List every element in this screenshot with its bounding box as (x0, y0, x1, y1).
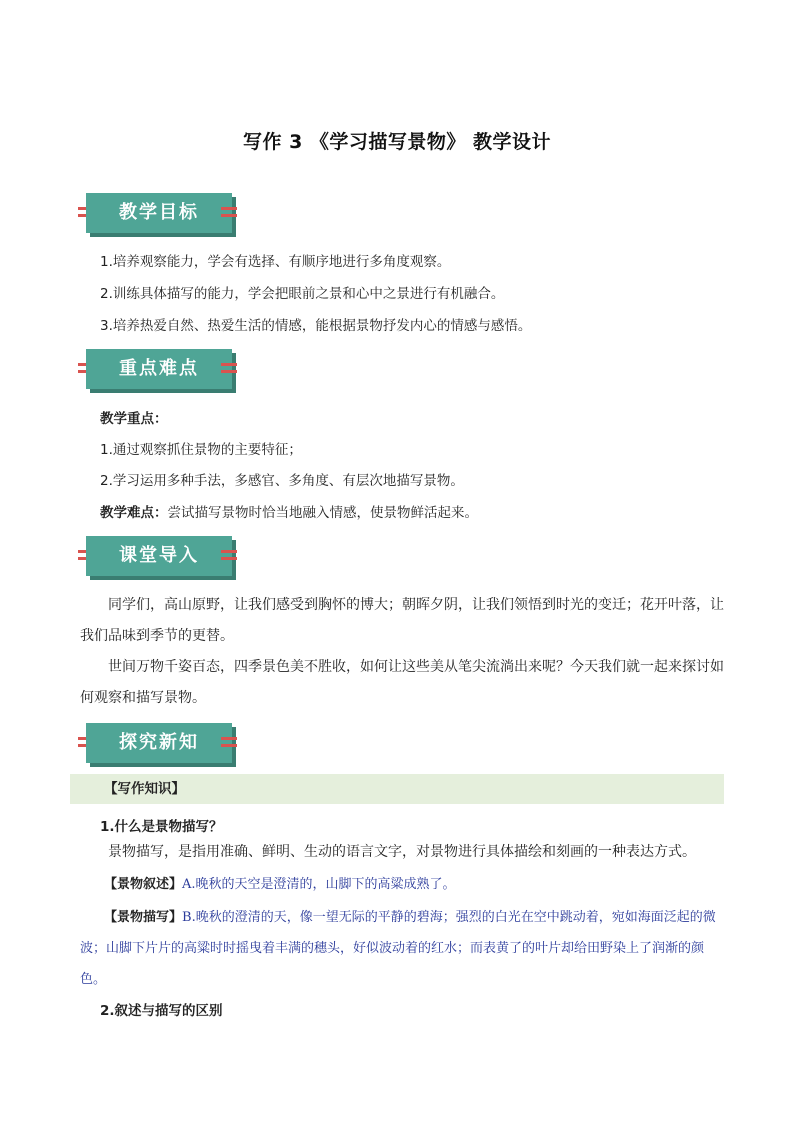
intro-paragraph-2: 世间万物千姿百态，四季景色美不胜收，如何让这些美从笔尖流淌出来呢？今天我们就一起来探讨如何观察和描写景物。 (80, 659, 724, 706)
knowledge-bar-label: 【写作知识】 (104, 781, 185, 797)
narration-label: 【景物叙述】 (104, 877, 183, 892)
goal-item: 2.训练具体描写的能力，学会把眼前之景和心中之景进行有机融合。 (100, 286, 505, 302)
dash-right-icon (221, 735, 237, 749)
narration-text: A.晚秋的天空是澄清的，山脚下的高粱成熟了。 (182, 877, 456, 892)
section-badge-goals: 教学目标 (86, 193, 232, 233)
description-example (80, 902, 724, 995)
focus-item: 2.学习运用多种手法，多感官、多角度、有层次地描写景物。 (100, 473, 464, 489)
description-label: 【景物描写】 (104, 910, 183, 925)
focus-item: 1.通过观察抓住景物的主要特征； (100, 442, 302, 458)
focus-label: 教学重点： (100, 411, 168, 427)
difficulty-text: 尝试描写景物时恰当地融入情感，使景物鲜活起来。 (167, 505, 478, 521)
goal-item: 1.培养观察能力，学会有选择、有顺序地进行多角度观察。 (100, 254, 451, 270)
description-text: B.晚秋的澄清的天，像一望无际的平静的碧海；强烈的白光在空中跳动着，宛如海面泛起的微波；山脚下片片的高粱时时摇曳着丰满的穗头，好似波动着的红水；而表黄了的叶片却给田野染上了润渐的颜色。 (80, 910, 716, 987)
dash-right-icon (221, 205, 237, 219)
goal-item: 3.培养热爱自然、热爱生活的情感，能根据景物抒发内心的情感与感悟。 (100, 318, 532, 334)
narration-example (80, 869, 724, 900)
definition-text: 景物描写，是指用准确、鲜明、生动的语言文字，对景物进行具体描绘和刻画的一种表达方式。 (108, 844, 696, 860)
page-title: 写作 3 《学习描写景物》 教学设计 (242, 131, 552, 153)
dash-right-icon (221, 361, 237, 375)
knowledge-bar (70, 774, 724, 804)
section-badge-keys: 重点难点 (86, 349, 232, 389)
section-badge-explore: 探究新知 (86, 723, 232, 763)
difficulty-line (100, 501, 478, 521)
section-badge-intro: 课堂导入 (86, 536, 232, 576)
difficulty-label: 教学难点： (100, 505, 168, 521)
intro-paragraph-1: 同学们，高山原野，让我们感受到胸怀的博大；朝晖夕阴，让我们领悟到时光的变迁；花开叶落，让我们品味到季节的更替。 (80, 597, 724, 644)
dash-right-icon (221, 548, 237, 562)
question-2: 2.叙述与描写的区别 (100, 1003, 223, 1019)
question-1: 1.什么是景物描写？ (100, 819, 223, 835)
